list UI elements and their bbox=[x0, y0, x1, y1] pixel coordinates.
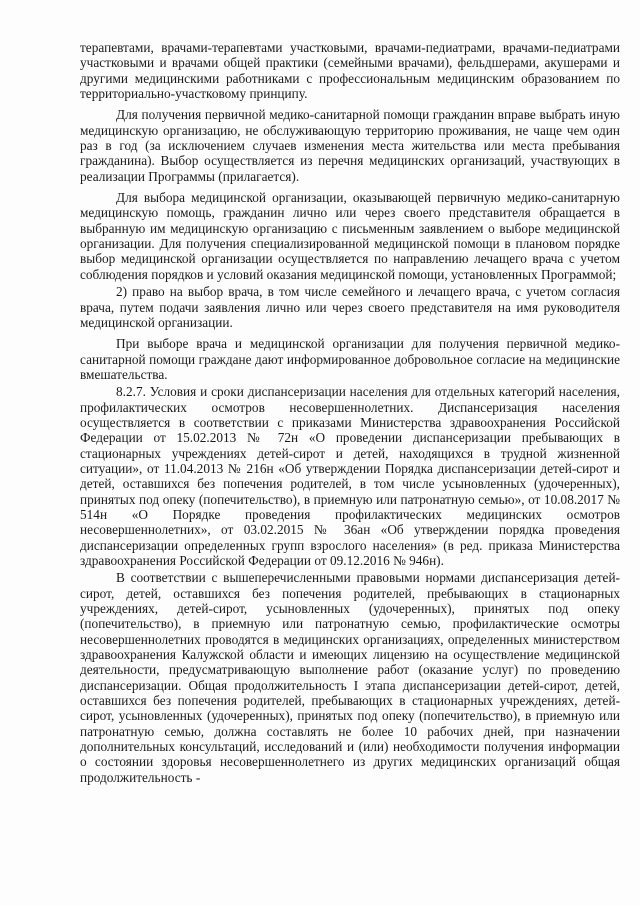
paragraph-section-8-2-7: 8.2.7. Условия и сроки диспансеризации населения для отдельных категорий населения, профилактических осмотров несовершеннолетних. Диспансеризация населения осуществляется в соответствии с приказами Министерства здравоохранения Российской Федерации от 15.02.2013 № 72н «О проведении диспансеризации пребывающих в стационарных учреждениях детей-сирот и детей, находящихся в трудной жизненной ситуации», от 11.04.2013 № 216н «Об утверждении Порядка диспансеризации детей-сирот и детей, оставшихся без попечения родителей, в том числе усыновленных (удочеренных), принятых под опеку (попечительство), в приемную или патронатную семью», от 10.08.2017 № 514н «О Порядке проведения профилактических медицинских осмотров несовершеннолетних», от 03.02.2015 № 36ан «Об утверждении порядка проведения диспансеризации определенных групп взрослого населения» (в ред. приказа Министерства здравоохранения Российской Федерации от 09.12.2016 № 946н). bbox=[80, 384, 620, 568]
paragraph-choice-of-doctor: 2) право на выбор врача, в том числе семейного и лечащего врача, с учетом согласия врача, путем подачи заявления лично или через своего представителя на имя руководителя медицинской организации. bbox=[80, 284, 620, 330]
paragraph-informed-consent: При выборе врача и медицинской организации для получения первичной медико-санитарной помощи граждане дают информированное добровольное согласие на медицинские вмешательства. bbox=[80, 336, 620, 382]
paragraph-dispensarization-terms: В соответствии с вышеперечисленными правовыми нормами диспансеризация детей-сирот, детей, оставшихся без попечения родителей, пребывающих в стационарных учреждениях, детей-сирот, усыновленных (удочеренных), принятых под опеку (попечительство), в приемную или патронатную семью, профилактические осмотры несовершеннолетних проводятся в медицинских организациях, определенных министерством здравоохранения Калужской области и имеющих лицензию на осуществление медицинской деятельности, предусматривающую выполнение работ (оказание услуг) по проведению диспансеризации. Общая продолжительность I этапа диспансеризации детей-сирот, детей, оставшихся без попечения родителей, пребывающих в стационарных учреждениях, детей-сирот, усыновленных (удочеренных), принятых под опеку (попечительство), в приемную или патронатную семью, должна составлять не более 10 рабочих дней, при назначении дополнительных консультаций, исследований и (или) необходимости получения информации о состоянии здоровья несовершеннолетнего из других медицинских организаций общая продолжительность - bbox=[80, 570, 620, 785]
paragraph-selection-procedure: Для выбора медицинской организации, оказывающей первичную медико-санитарную медицинскую помощь, гражданин лично или через своего представителя обращается в выбранную им медицинскую организацию с письменным заявлением о выборе медицинской организации. Для получения специализированной медицинской помощи в плановом порядке выбор медицинской организации осуществляется по направлению лечащего врача с учетом соблюдения порядков и условий оказания медицинской помощи, установленных Программой; bbox=[80, 190, 620, 282]
paragraph-continuation: терапевтами, врачами-терапевтами участковыми, врачами-педиатрами, врачами-педиатрами участковыми и врачами общей практики (семейными врачами), фельдшерами, акушерами и другими медицинскими работниками с профессиональным медицинским образованием по территориально-участковому принципу. bbox=[80, 40, 620, 102]
paragraph-choice-of-organization: Для получения первичной медико-санитарной помощи гражданин вправе выбрать иную медицинскую организацию, не обслуживающую территорию проживания, не чаще чем один раз в год (за исключением случаев изменения места жительства или места пребывания гражданина). Выбор осуществляется из перечня медицинских организаций, участвующих в реализации Программы (прилагается). bbox=[80, 107, 620, 184]
